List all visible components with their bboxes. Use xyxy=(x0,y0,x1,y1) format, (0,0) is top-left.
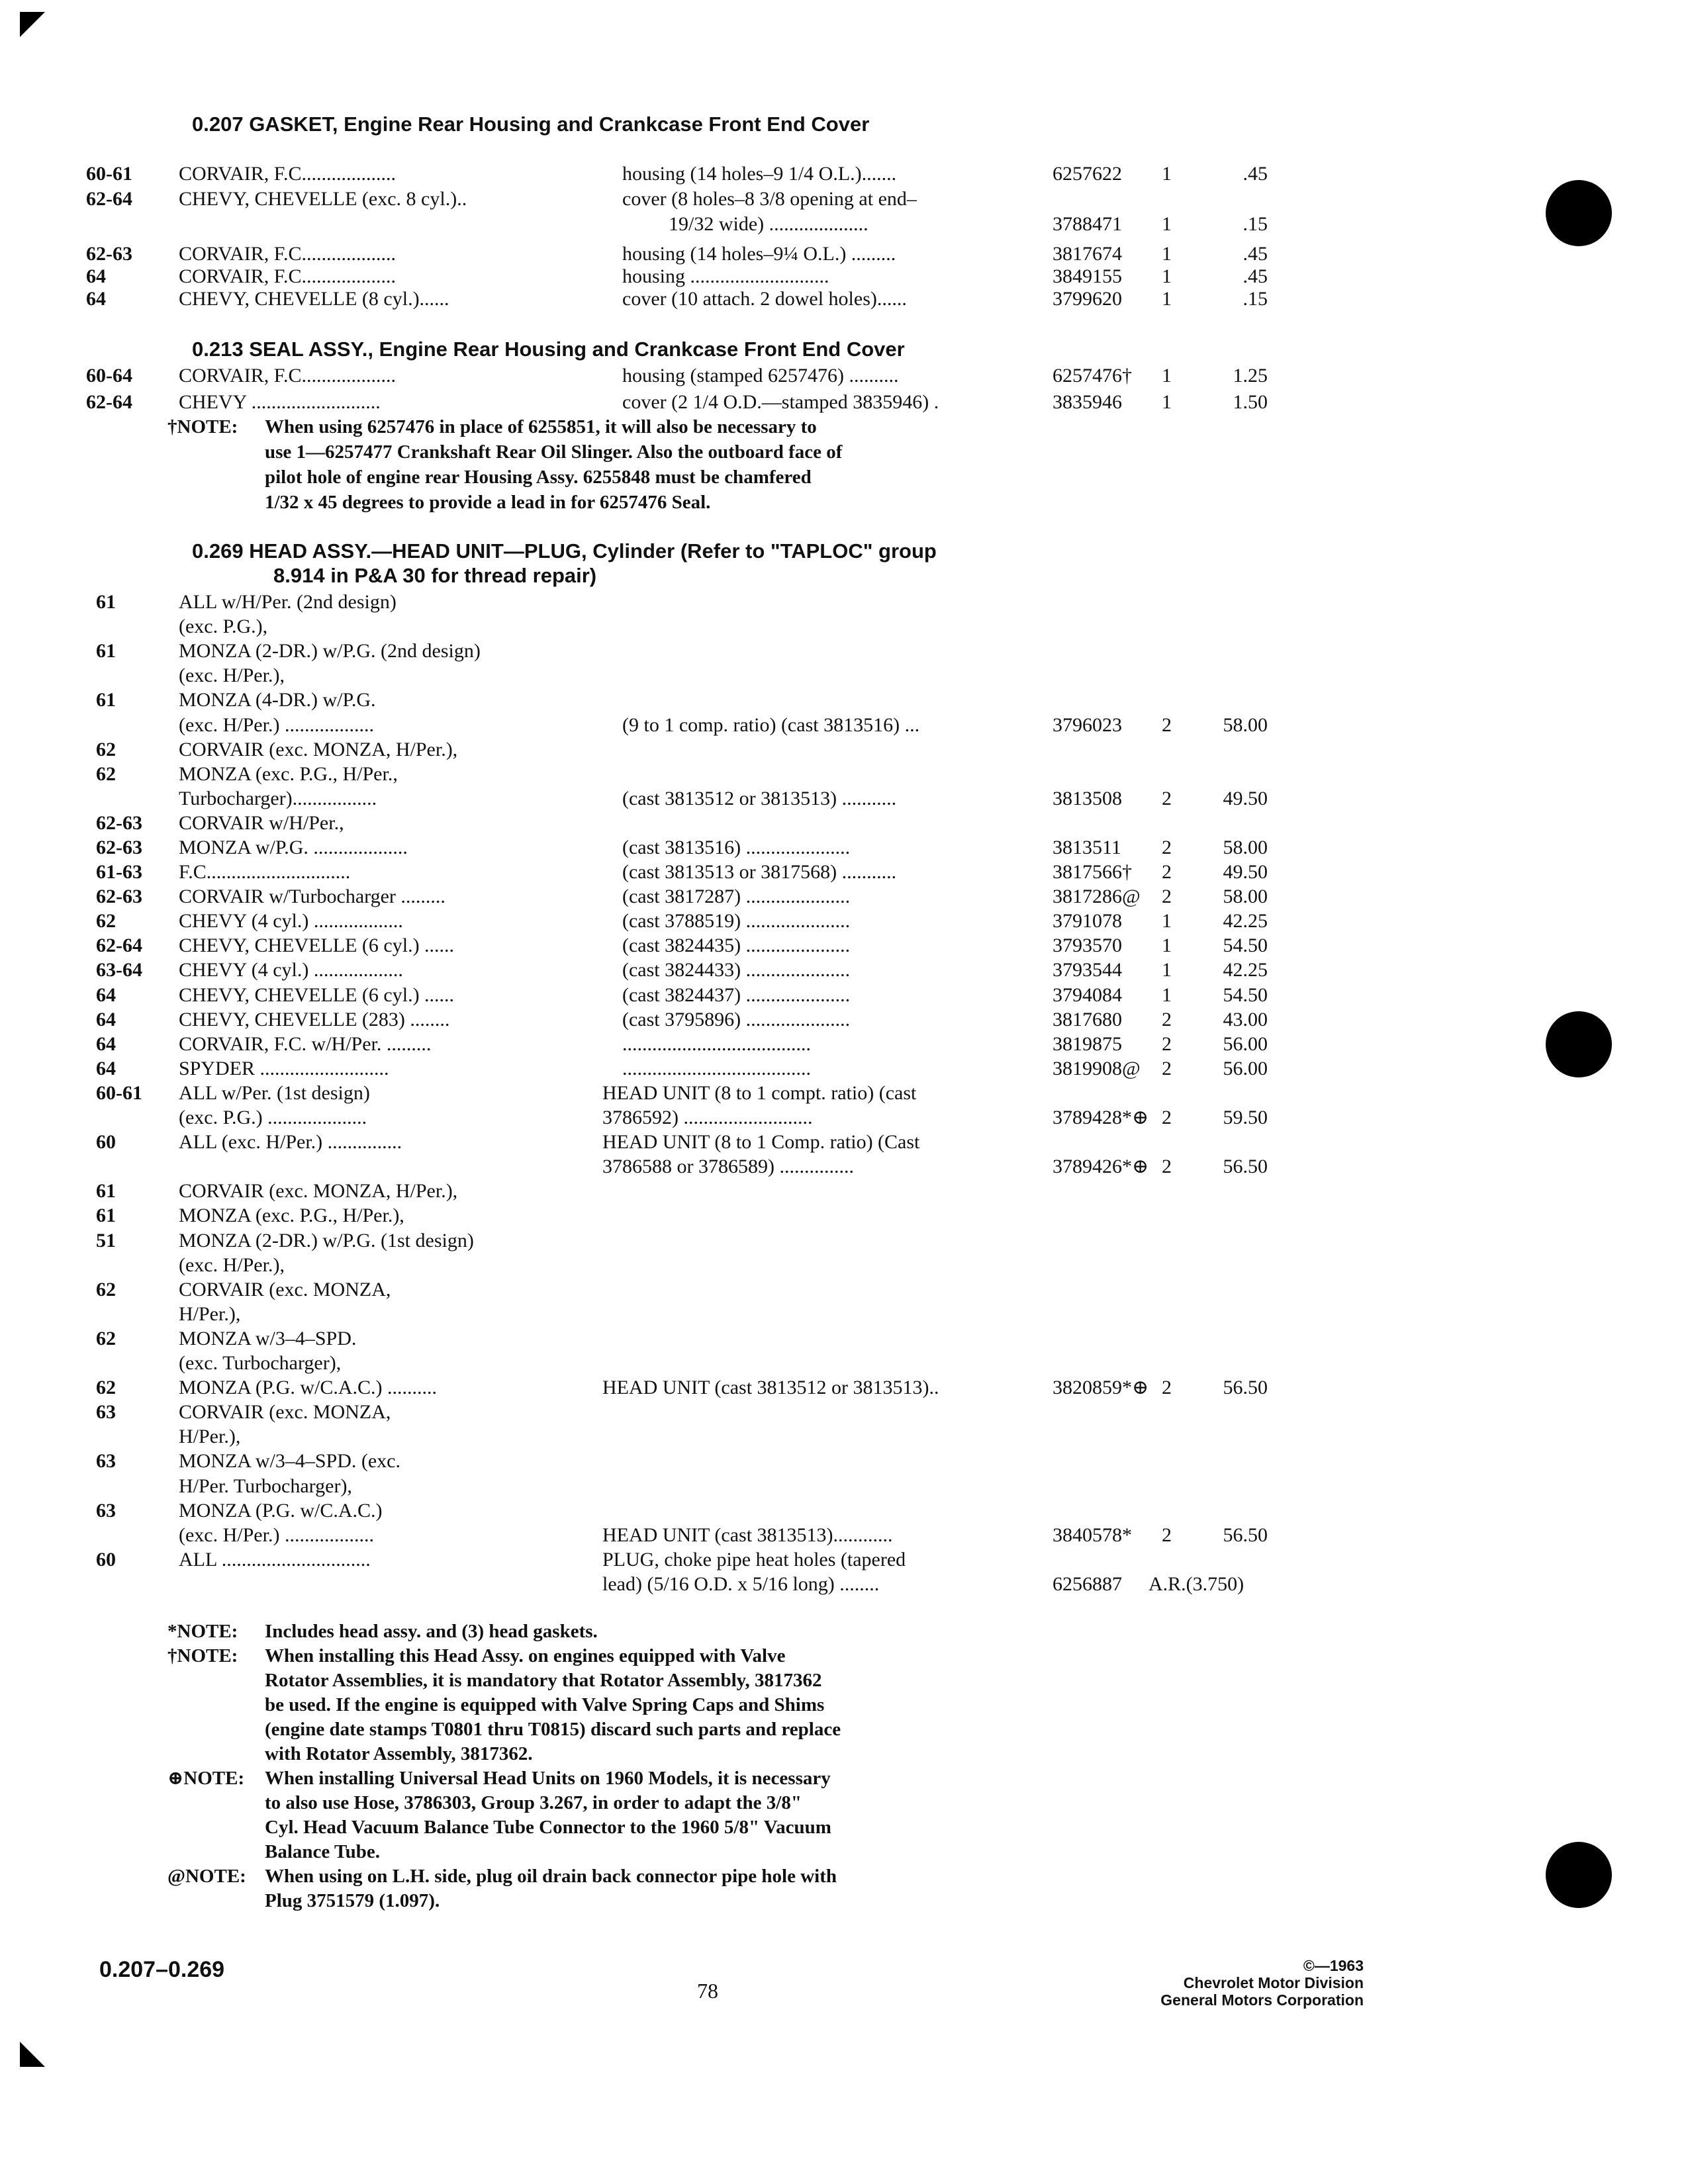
note-label: *NOTE: xyxy=(167,1621,238,1642)
table-row-model: MONZA w/P.G. ................... xyxy=(179,837,408,858)
table-row-part-number: 3820859*⊕ xyxy=(1053,1377,1149,1398)
table-row-description: HEAD UNIT (8 to 1 Comp. ratio) (Cast xyxy=(602,1131,920,1153)
table-row-description: (cast 3813512 or 3813513) ........... xyxy=(622,788,897,809)
table-row-year: 62 xyxy=(96,1279,116,1300)
table-row-price: .15 xyxy=(1243,213,1268,235)
table-row-model: CORVAIR (exc. MONZA, xyxy=(179,1401,391,1423)
table-row-year: 64 xyxy=(86,288,106,310)
table-row-price: 58.00 xyxy=(1223,837,1268,858)
table-row-year: 63 xyxy=(96,1450,116,1472)
punch-hole-bottom xyxy=(1546,1842,1612,1908)
table-row-description: cover (2 1/4 O.D.—stamped 3835946) . xyxy=(622,391,939,413)
table-row-quantity: 1 xyxy=(1162,288,1172,310)
table-row-model: MONZA (P.G. w/C.A.C.) .......... xyxy=(179,1377,438,1398)
table-row-description: (cast 3824435) ..................... xyxy=(622,934,851,956)
table-row-price: 59.50 xyxy=(1223,1107,1268,1128)
table-row-description: 3786592) .......................... xyxy=(602,1107,813,1128)
table-row-price: .45 xyxy=(1243,163,1268,185)
table-row-part-number: 3819875 xyxy=(1053,1033,1122,1055)
note-label: @NOTE: xyxy=(167,1866,246,1887)
table-row-model: CHEVY (4 cyl.) .................. xyxy=(179,959,403,981)
table-row-quantity: A.R.(3.750) xyxy=(1149,1573,1244,1595)
table-row-model: CORVAIR w/H/Per., xyxy=(179,812,344,834)
table-row-price: 42.25 xyxy=(1223,959,1268,981)
section-heading-0207: 0.207 GASKET, Engine Rear Housing and Crankcase Front End Cover xyxy=(192,113,870,136)
table-row-quantity: 1 xyxy=(1162,910,1172,932)
table-row-year: 63-64 xyxy=(96,959,142,981)
table-row-part-number: 3840578* xyxy=(1053,1524,1132,1546)
table-row-model: (exc. Turbocharger), xyxy=(179,1352,342,1374)
table-row-price: 1.50 xyxy=(1233,391,1268,413)
table-row-model: CHEVY, CHEVELLE (exc. 8 cyl.).. xyxy=(179,188,467,210)
table-row-description: cover (8 holes–8 3/8 opening at end– xyxy=(622,188,917,210)
table-row-year: 64 xyxy=(96,1009,116,1030)
note-line: be used. If the engine is equipped with Valve Spring Caps and Shims xyxy=(265,1694,825,1715)
table-row-price: 56.00 xyxy=(1223,1033,1268,1055)
table-row-price: 56.00 xyxy=(1223,1058,1268,1079)
table-row-quantity: 1 xyxy=(1162,391,1172,413)
table-row-description-cont: 19/32 wide) .................... xyxy=(669,213,868,235)
table-row-model: CORVAIR, F.C................... xyxy=(179,163,397,185)
table-row-description: (cast 3795896) ..................... xyxy=(622,1009,851,1030)
table-row-model: ALL (exc. H/Per.) ............... xyxy=(179,1131,402,1153)
table-row-model: Turbocharger)................. xyxy=(179,788,377,809)
corner-mark-bottom-left xyxy=(20,2042,46,2068)
table-row-model: MONZA (P.G. w/C.A.C.) xyxy=(179,1500,383,1522)
table-row-model: CORVAIR (exc. MONZA, xyxy=(179,1279,391,1300)
table-row-price: 58.00 xyxy=(1223,714,1268,736)
table-row-year: 61 xyxy=(96,591,116,613)
table-row-model: CHEVY, CHEVELLE (8 cyl.)...... xyxy=(179,288,449,310)
table-row-part-number: 3849155 xyxy=(1053,265,1122,287)
table-row-model: F.C............................. xyxy=(179,861,351,883)
table-row-quantity: 2 xyxy=(1162,1377,1172,1398)
table-row-year: 63 xyxy=(96,1500,116,1522)
table-row-price: 42.25 xyxy=(1223,910,1268,932)
table-row-quantity: 2 xyxy=(1162,1107,1172,1128)
table-row-price: 58.00 xyxy=(1223,886,1268,907)
table-row-price: 54.50 xyxy=(1223,934,1268,956)
table-row-description: cover (10 attach. 2 dowel holes)...... xyxy=(622,288,907,310)
table-row-model: (exc. H/Per.), xyxy=(179,1254,285,1276)
table-row-description: HEAD UNIT (cast 3813513)............ xyxy=(602,1524,893,1546)
table-row-price: 54.50 xyxy=(1223,984,1268,1006)
note-line: Cyl. Head Vacuum Balance Tube Connector to the 1960 5/8" Vacuum xyxy=(265,1817,831,1838)
table-row-model: CHEVY, CHEVELLE (283) ........ xyxy=(179,1009,450,1030)
table-row-quantity: 2 xyxy=(1162,886,1172,907)
table-row-price: 1.25 xyxy=(1233,365,1268,387)
note-line: 1/32 x 45 degrees to provide a lead in for 6257476 Seal. xyxy=(265,492,711,513)
table-row-price: 49.50 xyxy=(1223,861,1268,883)
table-row-year: 60-61 xyxy=(86,163,132,185)
table-row-quantity: 1 xyxy=(1162,934,1172,956)
table-row-year: 61 xyxy=(96,1180,116,1202)
table-row-part-number: 3835946 xyxy=(1053,391,1122,413)
table-row-year: 62 xyxy=(96,1328,116,1349)
footer-division: Chevrolet Motor Division xyxy=(1183,1974,1364,1991)
table-row-description: (cast 3813516) ..................... xyxy=(622,837,851,858)
table-row-price: .15 xyxy=(1243,288,1268,310)
table-row-part-number: 6257476† xyxy=(1053,365,1132,387)
table-row-model: CHEVY, CHEVELLE (6 cyl.) ...... xyxy=(179,934,455,956)
table-row-description: lead) (5/16 O.D. x 5/16 long) ........ xyxy=(602,1573,880,1595)
corner-mark-top-left xyxy=(20,12,46,38)
table-row-model: H/Per.), xyxy=(179,1426,241,1447)
table-row-year: 51 xyxy=(96,1230,116,1251)
note-label: ⊕NOTE: xyxy=(167,1768,245,1789)
table-row-description: 3786588 or 3786589) ............... xyxy=(602,1156,854,1177)
table-row-model: ALL w/H/Per. (2nd design) xyxy=(179,591,397,613)
table-row-description: housing (stamped 6257476) .......... xyxy=(622,365,899,387)
table-row-quantity: 2 xyxy=(1162,861,1172,883)
note-line: use 1—6257477 Crankshaft Rear Oil Slinger. Also the outboard face of xyxy=(265,441,843,463)
table-row-quantity: 1 xyxy=(1162,243,1172,265)
table-row-model: ALL .............................. xyxy=(179,1549,371,1570)
table-row-price: .45 xyxy=(1243,243,1268,265)
table-row-year: 64 xyxy=(96,1033,116,1055)
note-line: pilot hole of engine rear Housing Assy. 6255848 must be chamfered xyxy=(265,467,812,488)
table-row-price: 56.50 xyxy=(1223,1156,1268,1177)
table-row-part-number: 3813508 xyxy=(1053,788,1122,809)
table-row-part-number: 3813511 xyxy=(1053,837,1121,858)
footer-corporation: General Motors Corporation xyxy=(1160,1991,1364,2009)
table-row-quantity: 2 xyxy=(1162,714,1172,736)
table-row-part-number: 3796023 xyxy=(1053,714,1122,736)
table-row-price: 49.50 xyxy=(1223,788,1268,809)
table-row-model: H/Per.), xyxy=(179,1303,241,1325)
note-line: Balance Tube. xyxy=(265,1841,381,1862)
table-row-price: 56.50 xyxy=(1223,1524,1268,1546)
table-row-year: 62-64 xyxy=(86,391,132,413)
table-row-quantity: 2 xyxy=(1162,1524,1172,1546)
table-row-quantity: 2 xyxy=(1162,1058,1172,1079)
table-row-quantity: 1 xyxy=(1162,365,1172,387)
table-row-description: (cast 3788519) ..................... xyxy=(622,910,851,932)
table-row-year: 62-63 xyxy=(96,886,142,907)
table-row-year: 62 xyxy=(96,763,116,785)
table-row-year: 62-64 xyxy=(96,934,142,956)
table-row-description: HEAD UNIT (cast 3813512 or 3813513).. xyxy=(602,1377,939,1398)
table-row-year: 64 xyxy=(96,984,116,1006)
table-row-quantity: 2 xyxy=(1162,1156,1172,1177)
table-row-description: housing ............................ xyxy=(622,265,829,287)
note-label: †NOTE: xyxy=(167,1645,238,1666)
table-row-part-number: 3817566† xyxy=(1053,861,1132,883)
table-row-model: (exc. P.G.) .................... xyxy=(179,1107,367,1128)
table-row-model: MONZA (4-DR.) w/P.G. xyxy=(179,689,376,711)
table-row-model: H/Per. Turbocharger), xyxy=(179,1475,352,1497)
table-row-year: 62-64 xyxy=(86,188,132,210)
table-row-part-number: 6256887 xyxy=(1053,1573,1122,1595)
table-row-year: 62 xyxy=(96,739,116,760)
footer-copyright: ©—1963 xyxy=(1303,1957,1364,1974)
table-row-model: CHEVY (4 cyl.) .................. xyxy=(179,910,403,932)
note-line: with Rotator Assembly, 3817362. xyxy=(265,1743,533,1764)
table-row-year: 64 xyxy=(86,265,106,287)
table-row-year: 60 xyxy=(96,1131,116,1153)
table-row-model: CHEVY .......................... xyxy=(179,391,381,413)
table-row-part-number: 3791078 xyxy=(1053,910,1122,932)
note-line: Plug 3751579 (1.097). xyxy=(265,1890,440,1911)
table-row-description: housing (14 holes–9 1/4 O.L.)....... xyxy=(622,163,897,185)
table-row-quantity: 2 xyxy=(1162,837,1172,858)
note-line: When using 6257476 in place of 6255851, it will also be necessary to xyxy=(265,416,817,437)
table-row-description: ...................................... xyxy=(622,1058,811,1079)
table-row-part-number: 3794084 xyxy=(1053,984,1122,1006)
table-row-quantity: 2 xyxy=(1162,1009,1172,1030)
table-row-year: 62-63 xyxy=(96,812,142,834)
table-row-price: .45 xyxy=(1243,265,1268,287)
table-row-part-number: 6257622 xyxy=(1053,163,1122,185)
table-row-model: CHEVY, CHEVELLE (6 cyl.) ...... xyxy=(179,984,455,1006)
table-row-description: (9 to 1 comp. ratio) (cast 3813516) ... xyxy=(622,714,920,736)
table-row-year: 61-63 xyxy=(96,861,142,883)
table-row-model: CORVAIR (exc. MONZA, H/Per.), xyxy=(179,739,458,760)
table-row-year: 62-63 xyxy=(86,243,132,265)
note-line: When using on L.H. side, plug oil drain back connector pipe hole with xyxy=(265,1866,837,1887)
table-row-model: (exc. P.G.), xyxy=(179,615,268,637)
table-row-part-number: 3799620 xyxy=(1053,288,1122,310)
table-row-quantity: 1 xyxy=(1162,984,1172,1006)
table-row-quantity: 2 xyxy=(1162,1033,1172,1055)
table-row-description: (cast 3824437) ..................... xyxy=(622,984,851,1006)
table-row-year: 61 xyxy=(96,1205,116,1226)
table-row-model: ALL w/Per. (1st design) xyxy=(179,1082,370,1104)
note-line: When installing Universal Head Units on 1960 Models, it is necessary xyxy=(265,1768,831,1789)
table-row-quantity: 1 xyxy=(1162,163,1172,185)
table-row-year: 60-61 xyxy=(96,1082,142,1104)
seal-note-label: †NOTE: xyxy=(167,416,238,437)
table-row-model: MONZA w/3–4–SPD. xyxy=(179,1328,357,1349)
table-row-part-number: 3817680 xyxy=(1053,1009,1122,1030)
page-number: 78 xyxy=(697,1979,718,2003)
table-row-year: 62 xyxy=(96,910,116,932)
table-row-price: 43.00 xyxy=(1223,1009,1268,1030)
table-row-part-number: 3819908@ xyxy=(1053,1058,1141,1079)
table-row-year: 63 xyxy=(96,1401,116,1423)
note-line: Rotator Assemblies, it is mandatory that Rotator Assembly, 3817362 xyxy=(265,1670,822,1691)
table-row-description: HEAD UNIT (8 to 1 compt. ratio) (cast xyxy=(602,1082,917,1104)
table-row-part-number: 3817286@ xyxy=(1053,886,1141,907)
table-row-quantity: 2 xyxy=(1162,788,1172,809)
note-line: Includes head assy. and (3) head gaskets. xyxy=(265,1621,598,1642)
table-row-part-number: 3793570 xyxy=(1053,934,1122,956)
section-heading-0213: 0.213 SEAL ASSY., Engine Rear Housing and Crankcase Front End Cover xyxy=(192,338,905,361)
table-row-year: 61 xyxy=(96,640,116,662)
table-row-quantity: 1 xyxy=(1162,213,1172,235)
note-line: (engine date stamps T0801 thru T0815) discard such parts and replace xyxy=(265,1719,841,1740)
table-row-description: PLUG, choke pipe heat holes (tapered xyxy=(602,1549,906,1570)
note-line: to also use Hose, 3786303, Group 3.267, in order to adapt the 3/8" xyxy=(265,1792,802,1813)
table-row-part-number: 3789428*⊕ xyxy=(1053,1107,1149,1128)
table-row-year: 62 xyxy=(96,1377,116,1398)
punch-hole-middle xyxy=(1546,1011,1612,1077)
table-row-model: CORVAIR w/Turbocharger ......... xyxy=(179,886,445,907)
table-row-model: CORVAIR, F.C................... xyxy=(179,365,397,387)
table-row-model: (exc. H/Per.), xyxy=(179,664,285,686)
table-row-part-number: 3789426*⊕ xyxy=(1053,1156,1149,1177)
table-row-year: 61 xyxy=(96,689,116,711)
table-row-description: (cast 3817287) ..................... xyxy=(622,886,851,907)
table-row-year: 60-64 xyxy=(86,365,132,387)
table-row-description: ...................................... xyxy=(622,1033,811,1055)
table-row-part-number: 3793544 xyxy=(1053,959,1122,981)
table-row-model: MONZA (2-DR.) w/P.G. (1st design) xyxy=(179,1230,474,1251)
table-row-model: MONZA w/3–4–SPD. (exc. xyxy=(179,1450,400,1472)
table-row-year: 60 xyxy=(96,1549,116,1570)
table-row-description: (cast 3824433) ..................... xyxy=(622,959,851,981)
table-row-description: housing (14 holes–9¼ O.L.) ......... xyxy=(622,243,896,265)
table-row-quantity: 1 xyxy=(1162,265,1172,287)
footer-range: 0.207–0.269 xyxy=(99,1957,225,1982)
table-row-model: CORVAIR (exc. MONZA, H/Per.), xyxy=(179,1180,458,1202)
table-row-part-number: 3817674 xyxy=(1053,243,1122,265)
table-row-model: MONZA (2-DR.) w/P.G. (2nd design) xyxy=(179,640,481,662)
punch-hole-top xyxy=(1546,180,1612,246)
table-row-model: MONZA (exc. P.G., H/Per., xyxy=(179,763,398,785)
table-row-model: CORVAIR, F.C................... xyxy=(179,265,397,287)
table-row-model: CORVAIR, F.C................... xyxy=(179,243,397,265)
note-line: When installing this Head Assy. on engines equipped with Valve xyxy=(265,1645,786,1666)
table-row-quantity: 1 xyxy=(1162,959,1172,981)
section-heading-0269-cont: 8.914 in P&A 30 for thread repair) xyxy=(273,564,597,587)
table-row-price: 56.50 xyxy=(1223,1377,1268,1398)
section-heading-0269: 0.269 HEAD ASSY.—HEAD UNIT—PLUG, Cylinder (Refer to "TAPLOC" group xyxy=(192,539,937,563)
table-row-model: SPYDER .......................... xyxy=(179,1058,389,1079)
table-row-description: (cast 3813513 or 3817568) ........... xyxy=(622,861,897,883)
table-row-model: (exc. H/Per.) .................. xyxy=(179,1524,374,1546)
table-row-year: 64 xyxy=(96,1058,116,1079)
table-row-part-number: 3788471 xyxy=(1053,213,1122,235)
table-row-year: 62-63 xyxy=(96,837,142,858)
table-row-model: (exc. H/Per.) .................. xyxy=(179,714,374,736)
table-row-model: MONZA (exc. P.G., H/Per.), xyxy=(179,1205,404,1226)
table-row-model: CORVAIR, F.C. w/H/Per. ......... xyxy=(179,1033,432,1055)
